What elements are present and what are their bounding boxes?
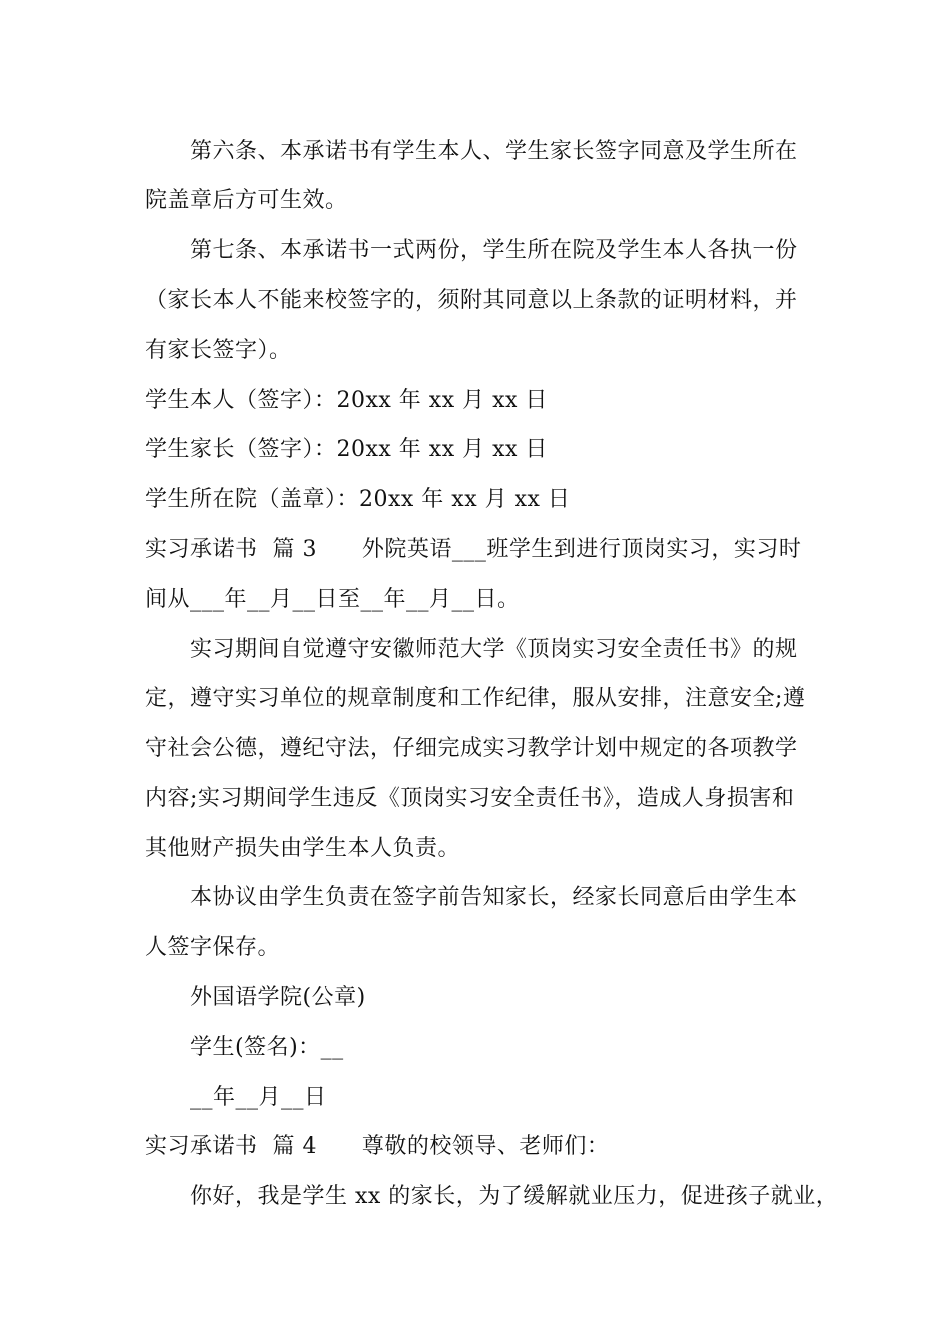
article-7-line-2: （家长本人不能来校签字的，须附其同意以上条款的证明材料，并 [145,288,798,313]
student-sign-label: 学生(签名)：__ [190,1035,344,1060]
section-3-para-line-3: 守社会公德，遵纪守法，仔细完成实习教学计划中规定的各项教学 [145,736,798,761]
section-3-heading-line: 实习承诺书 篇 3 外院英语___班学生到进行顶岗实习，实习时 [145,537,802,562]
parent-signature-line: 学生家长（签字）：20xx 年 xx 月 xx 日 [145,437,548,462]
article-6-line-1: 第六条、本承诺书有学生本人、学生家长签字同意及学生所在 [190,139,798,164]
section-4-para-line-1: 你好，我是学生 xx 的家长，为了缓解就业压力，促进孩子就业， [190,1184,839,1209]
student-signature-line: 学生本人（签字）：20xx 年 xx 月 xx 日 [145,388,548,413]
article-7-line-3: 有家长签字）。 [145,338,292,363]
section-3-para-line-4: 内容;实习期间学生违反《顶岗实习安全责任书》，造成人身损害和 [145,786,795,811]
article-6-line-2: 院盖章后方可生效。 [145,188,348,213]
section-4-heading-line: 实习承诺书 篇 4 尊敬的校领导、老师们： [145,1134,610,1159]
section-3-para-line-5: 其他财产损失由学生本人负责。 [145,836,461,861]
section-3-para-line-1: 实习期间自觉遵守安徽师范大学《顶岗实习安全责任书》的规 [190,637,798,662]
agreement-line-2: 人签字保存。 [145,935,281,960]
college-seal-label: 外国语学院(公章) [190,985,366,1010]
agreement-line-1: 本协议由学生负责在签字前告知家长，经家长同意后由学生本 [190,885,798,910]
article-7-line-1: 第七条、本承诺书一式两份，学生所在院及学生本人各执一份 [190,238,798,263]
college-seal-line: 学生所在院（盖章）：20xx 年 xx 月 xx 日 [145,487,571,512]
section-3-para-line-2: 定，遵守实习单位的规章制度和工作纪律，服从安排，注意安全;遵 [145,686,806,711]
date-blank-line: __年__月__日 [190,1085,327,1110]
section-3-period-line: 间从___年__月__日至__年__月__日。 [145,587,520,612]
